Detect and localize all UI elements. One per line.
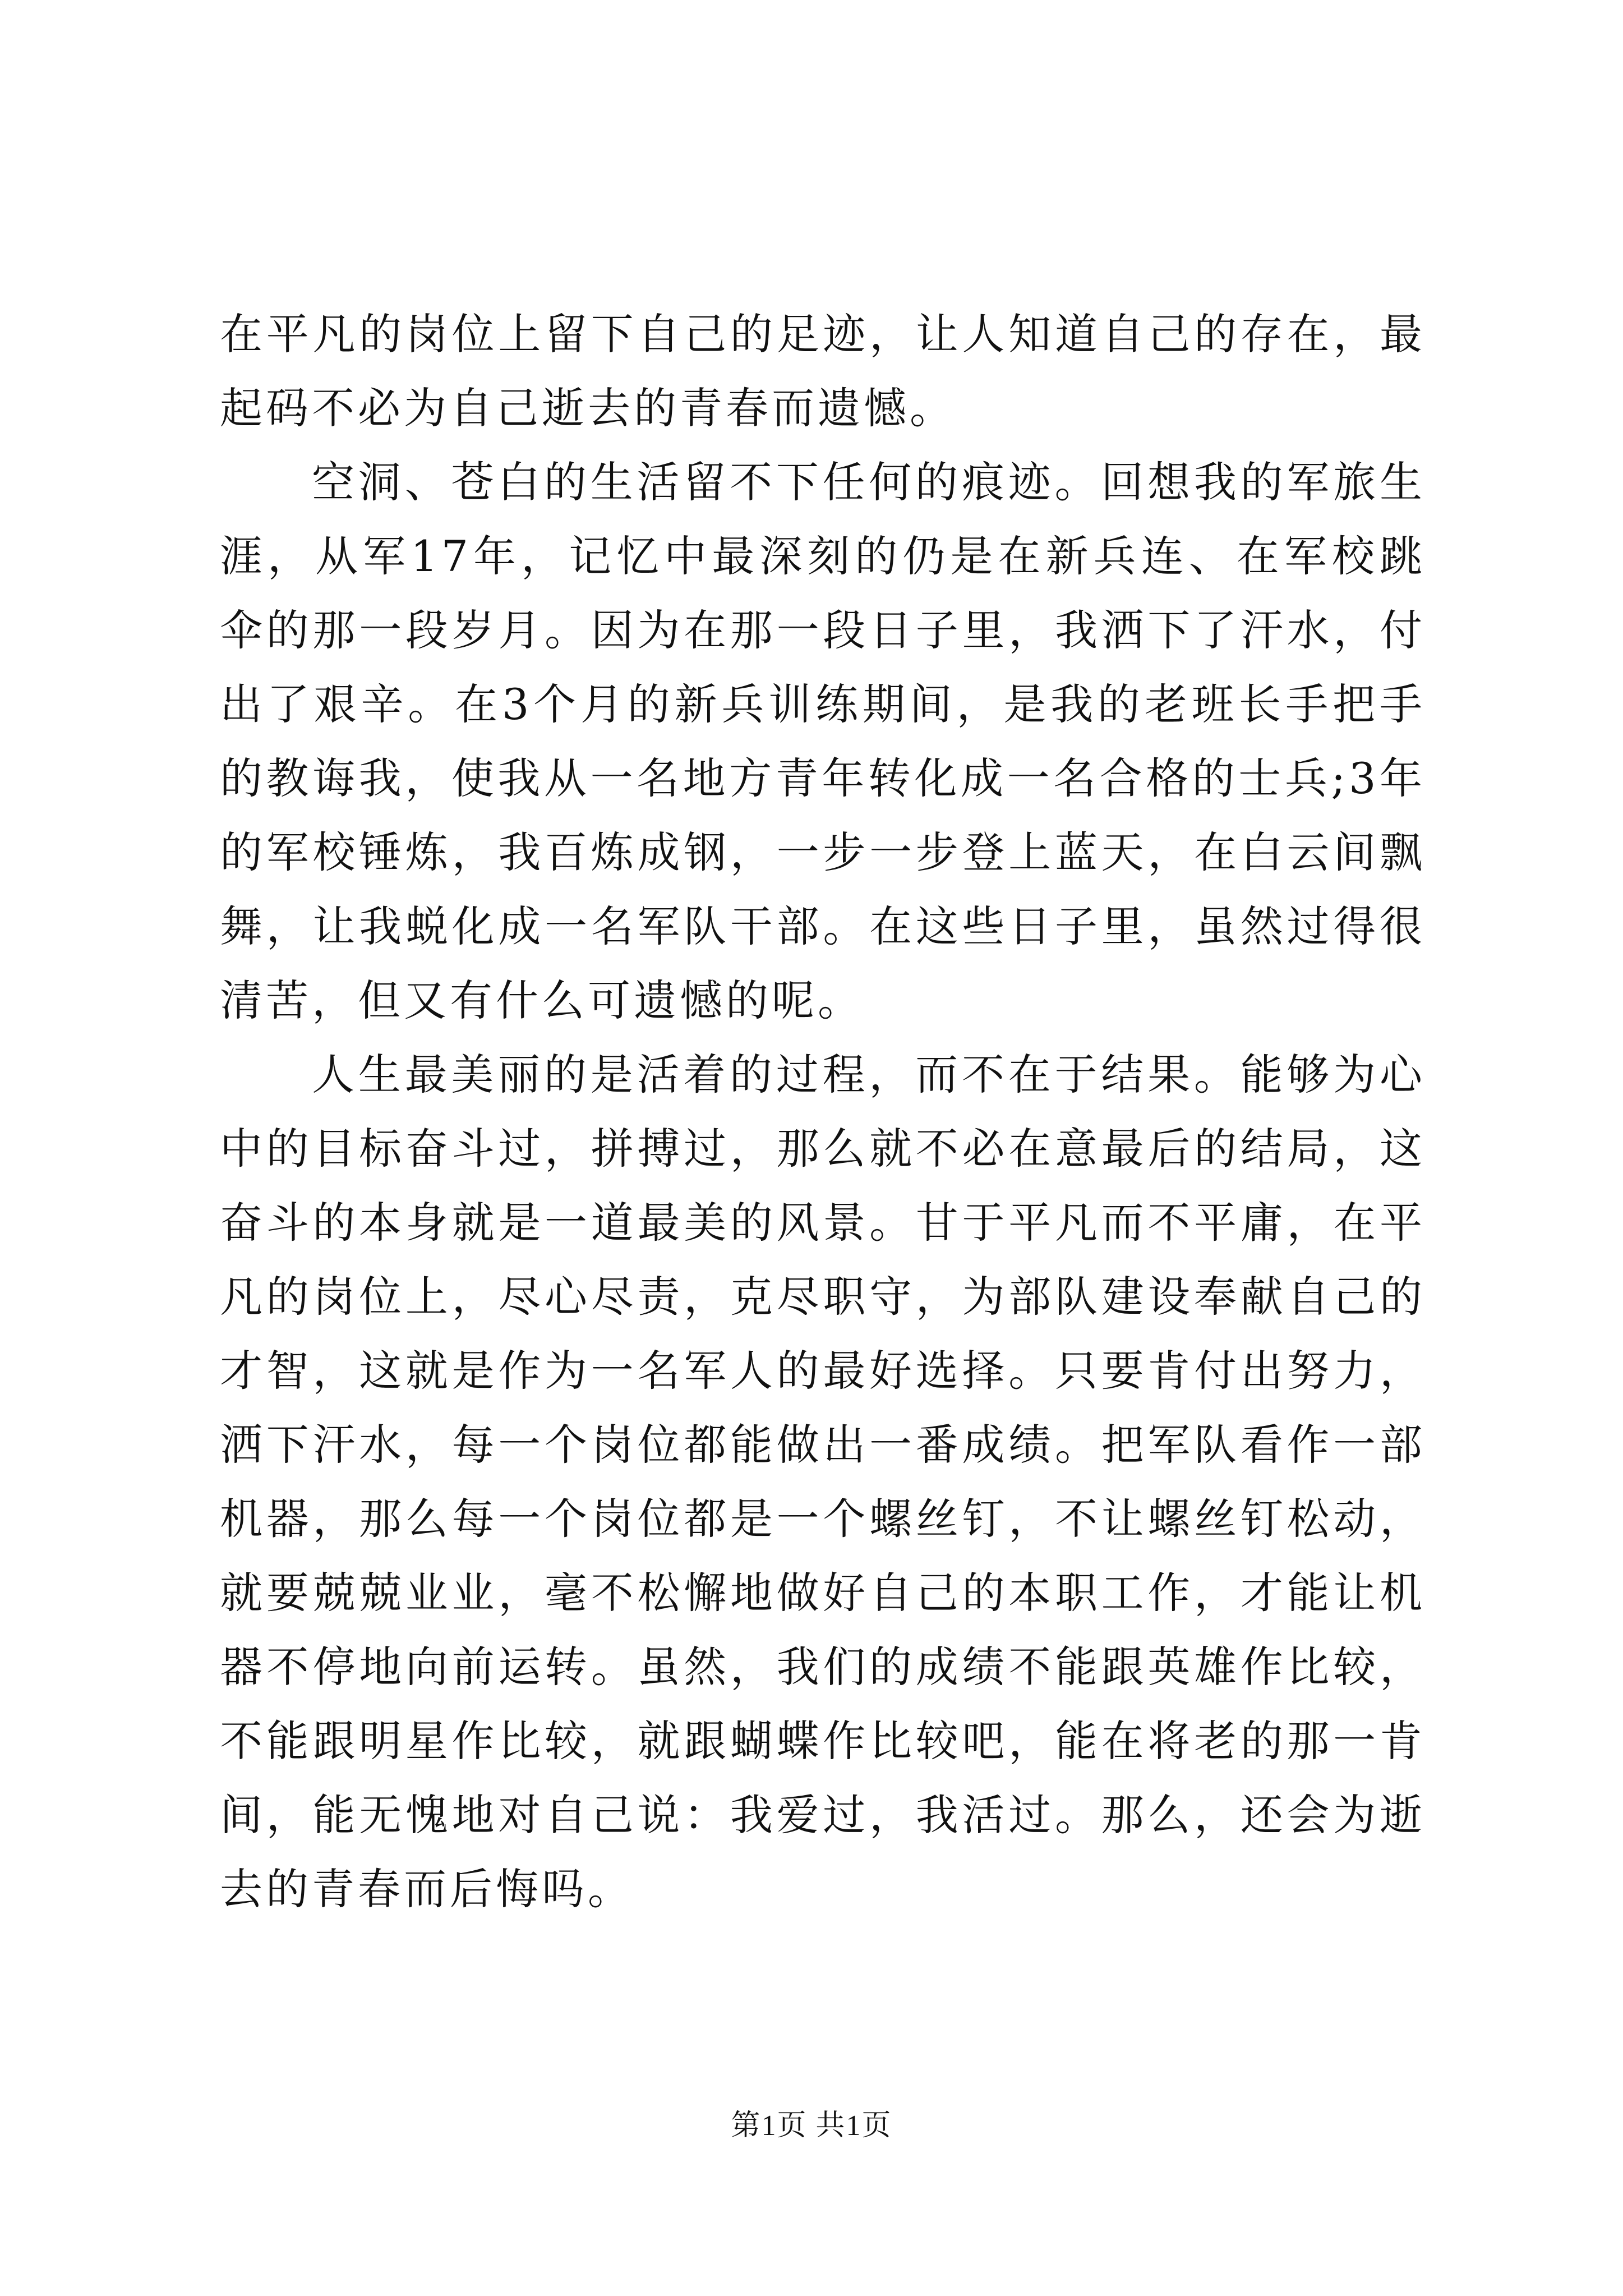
page-footer: 第1页 共1页: [731, 2110, 892, 2142]
paragraph-3: 人生最美丽的是活着的过程，而不在于结果。能够为心中的目标奋斗过，拼搏过，那么就不必在意最后的结局，这奋斗的本身就是一道最美的风景。甘于平凡而不平庸，在平凡的岗位上，尽心尽责，克尽职守，为部队建设奉献自己的才智，这就是作为一名军人的最好选择。只要肯付出努力，洒下汗水，每一个岗位都能做出一番成绩。把军队看作一部机器，那么每一个岗位都是一个螺丝钉，不让螺丝钉松动，就要兢兢业业，毫不松懈地做好自己的本职工作，才能让机器不停地向前运转。虽然，我们的成绩不能跟英雄作比较，不能跟明星作比较，就跟蝴蝶作比较吧，能在将老的那一肯间，能无愧地对自己说：我爱过，我活过。那么，还会为逝去的青春而后悔吗。: [220, 1050, 1426, 1914]
paragraph-1: 在平凡的岗位上留下自己的足迹，让人知道自己的存在，最起码不必为自己逝去的青春而遗憾。: [220, 309, 1426, 433]
document-body: [220, 297, 1426, 1926]
paragraph-2: 空洞、苍白的生活留不下任何的痕迹。回想我的军旅生涯，从军17年，记忆中最深刻的仍是在新兵连、在军校跳伞的那一段岁月。因为在那一段日子里，我洒下了汗水，付出了艰辛。在3个月的新兵训练期间，是我的老班长手把手的教诲我，使我从一名地方青年转化成一名合格的士兵;3年的军校锤炼，我百炼成钢，一步一步登上蓝天，在白云间飘舞，让我蜕化成一名军队干部。在这些日子里，虽然过得很清苦，但又有什么可遗憾的呢。: [220, 457, 1426, 1025]
